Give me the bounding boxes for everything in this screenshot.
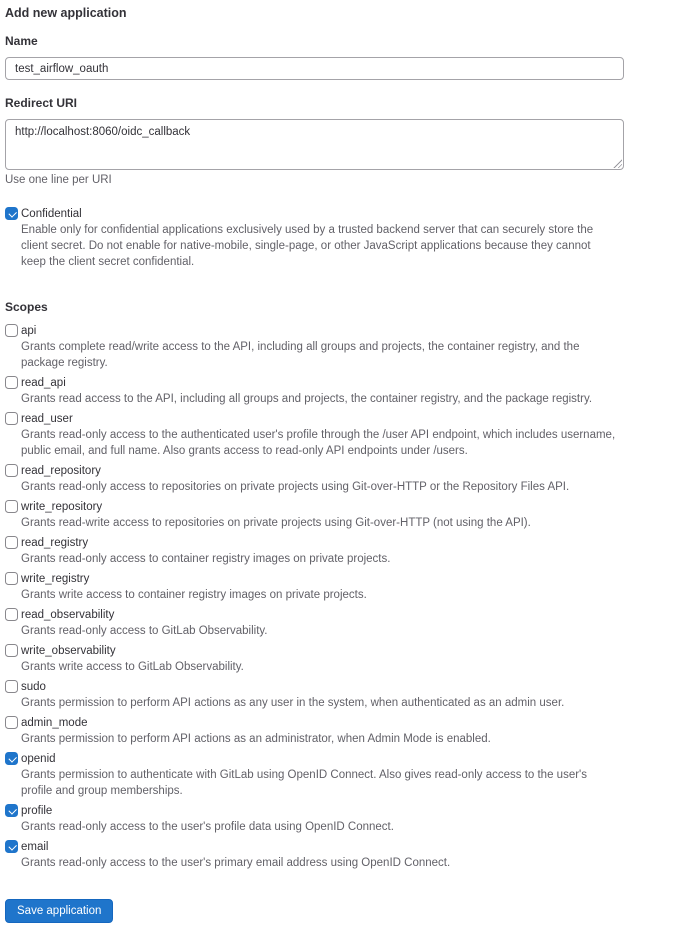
- scope-name[interactable]: sudo: [21, 681, 46, 693]
- add-application-form: [5, 6, 687, 923]
- scope-checkbox[interactable]: [5, 464, 18, 477]
- scope-checkbox[interactable]: [5, 500, 18, 513]
- scope-description: Grants read-only access to the authenticated user's profile through the /user API endpoint, which includes username, public email, and full name. Also grants access to read-only API endpoints under /users.: [21, 429, 616, 457]
- scope-name[interactable]: admin_mode: [21, 717, 88, 729]
- scope-item: [5, 607, 618, 639]
- scope-name[interactable]: read_registry: [21, 537, 89, 549]
- scope-item: [5, 839, 618, 871]
- scope-item: [5, 643, 618, 675]
- scope-checkbox[interactable]: [5, 840, 18, 853]
- scope-name[interactable]: email: [21, 841, 49, 853]
- scope-name[interactable]: profile: [21, 805, 53, 817]
- scope-checkbox[interactable]: [5, 536, 18, 549]
- scope-description: Grants read-only access to the user's primary email address using OpenID Connect.: [21, 857, 451, 869]
- scope-item: [5, 463, 618, 495]
- redirect-uri-textarea[interactable]: [5, 119, 624, 170]
- scopes-list: [5, 323, 687, 871]
- scope-item: [5, 751, 618, 799]
- scope-item: [5, 411, 618, 459]
- scope-item: [5, 571, 618, 603]
- scope-name[interactable]: api: [21, 325, 37, 337]
- save-application-button[interactable]: Save application: [5, 899, 113, 923]
- scope-name[interactable]: read_user: [21, 413, 73, 425]
- scope-checkbox[interactable]: [5, 324, 18, 337]
- application-name-input[interactable]: [5, 57, 624, 80]
- scope-description: Grants read-only access to the user's profile data using OpenID Connect.: [21, 821, 394, 833]
- scope-checkbox[interactable]: [5, 572, 18, 585]
- scope-item: [5, 375, 618, 407]
- scope-description: Grants read-only access to GitLab Observability.: [21, 625, 268, 637]
- scope-item: [5, 323, 618, 371]
- confidential-checkbox[interactable]: [5, 207, 18, 220]
- scopes-label: Scopes: [5, 300, 48, 314]
- scope-description: Grants read-write access to repositories on private projects using Git-over-HTTP (not using the API).: [21, 517, 531, 529]
- redirect-uri-help: Use one line per URI: [5, 174, 112, 186]
- scope-name[interactable]: write_repository: [21, 501, 103, 513]
- scope-checkbox[interactable]: [5, 804, 18, 817]
- scope-description: Grants permission to perform API actions as an administrator, when Admin Mode is enabled.: [21, 733, 491, 745]
- scope-description: Grants permission to perform API actions as any user in the system, when authenticated as an admin user.: [21, 697, 565, 709]
- scope-item: [5, 679, 618, 711]
- scope-name[interactable]: write_observability: [21, 645, 116, 657]
- redirect-uri-label: Redirect URI: [5, 96, 78, 110]
- redirect-uri-field: [5, 119, 624, 170]
- scope-description: Grants complete read/write access to the API, including all groups and projects, the container registry, and the package registry.: [21, 341, 580, 369]
- scope-checkbox[interactable]: [5, 412, 18, 425]
- scope-item: [5, 715, 618, 747]
- scope-checkbox[interactable]: [5, 752, 18, 765]
- scope-name[interactable]: openid: [21, 753, 56, 765]
- scope-description: Grants write access to GitLab Observability.: [21, 661, 244, 673]
- page-title: Add new application: [5, 6, 127, 20]
- scope-item: [5, 535, 618, 567]
- confidential-row: [5, 206, 618, 270]
- scope-name[interactable]: read_repository: [21, 465, 101, 477]
- scope-description: Grants read-only access to repositories on private projects using Git-over-HTTP or the Repository Files API.: [21, 481, 570, 493]
- scope-name[interactable]: write_registry: [21, 573, 90, 585]
- name-label: Name: [5, 34, 38, 48]
- scope-checkbox[interactable]: [5, 644, 18, 657]
- confidential-label[interactable]: Confidential: [21, 208, 82, 220]
- scope-checkbox[interactable]: [5, 680, 18, 693]
- scope-description: Grants read access to the API, including all groups and projects, the container registry, and the package registry.: [21, 393, 593, 405]
- scope-description: Grants permission to authenticate with GitLab using OpenID Connect. Also gives read-only access to the user's profile and group memberships.: [21, 769, 587, 797]
- scope-checkbox[interactable]: [5, 716, 18, 729]
- scope-checkbox[interactable]: [5, 608, 18, 621]
- confidential-description: Enable only for confidential applications exclusively used by a trusted backend server that can securely store the client secret. Do not enable for native-mobile, single-page, or other JavaScript applications because they cannot keep the client secret confidential.: [21, 224, 594, 268]
- scope-item: [5, 803, 618, 835]
- scope-item: [5, 499, 618, 531]
- scope-description: Grants write access to container registry images on private projects.: [21, 589, 367, 601]
- scope-name[interactable]: read_observability: [21, 609, 115, 621]
- scope-checkbox[interactable]: [5, 376, 18, 389]
- scope-description: Grants read-only access to container registry images on private projects.: [21, 553, 391, 565]
- scope-name[interactable]: read_api: [21, 377, 66, 389]
